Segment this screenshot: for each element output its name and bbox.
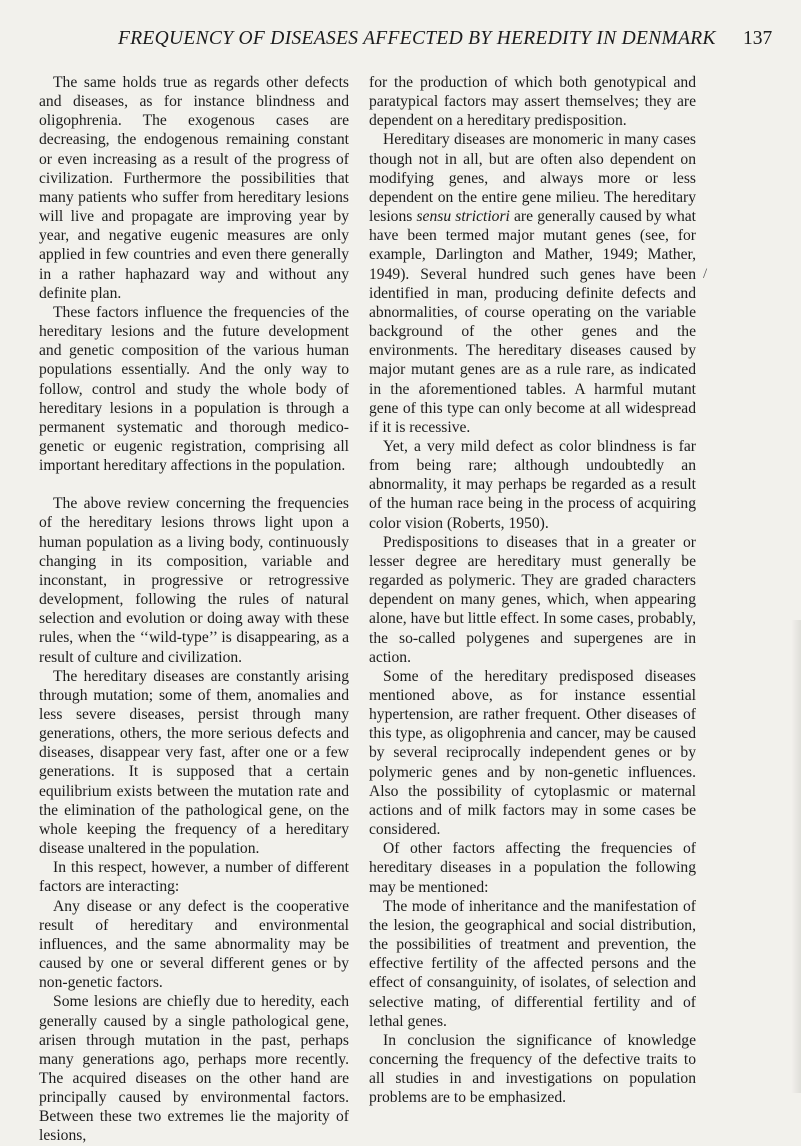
paragraph-text: Hereditary diseases are monomeric in many cases though not in all, but are often also dependent on modifying genes, and always more or less dependent on the entire gene milieu. The hereditary lesions <box>369 131 696 226</box>
paragraph: for the production of which both genotypical and paratypical factors may assert themselves; they are dependent on a hereditary predisposition. <box>369 74 696 130</box>
paragraph: The mode of inheritance and the manifestation of the lesion, the geographical and social distribution, the possibilities of treatment and prevention, the effective fertility of the affected persons and the effect of consanguinity, of isolates, of selection and selective mating, of differential fertility and of lethal genes. <box>369 897 696 1030</box>
left-column <box>39 73 349 1146</box>
paragraph: The hereditary diseases are constantly arising through mutation; some of them, anomalies and less severe diseases, persist through many generations, others, the more serious defects and diseases, disappear very fast, after one or a few generations. It is supposed that a certain equilibrium exists between the mutation rate and the elimination of the pathological gene, on the whole keeping the frequency of a hereditary disease unaltered in the population. <box>39 667 349 858</box>
paragraph: In this respect, however, a number of different factors are interacting: <box>39 859 349 896</box>
paragraph: Yet, a very mild defect as color blindness is far from being rare; although undoubtedly an abnormality, it may perhaps be regarded as a result of the human race being in the process of acquiring color vision (Roberts, 1950). <box>369 437 696 532</box>
paragraph <box>369 130 696 437</box>
paragraph: Of other factors affecting the frequencies of hereditary diseases in a population the following may be mentioned: <box>369 840 696 896</box>
scan-edge-shadow <box>791 620 801 1093</box>
italic-term: sensu strictiori <box>416 208 510 226</box>
paragraph: Some lesions are chiefly due to heredity, each generally caused by a single pathological gene, arisen through mutation in the past, perhaps many generations ago, perhaps more recently. The acquired diseases on the other hand are principally caused by environmental factors. Between these two extremes lie the majority of lesions, <box>39 993 349 1145</box>
paragraph: Predispositions to diseases that in a greater or lesser degree are hereditary must generally be regarded as polymeric. They are graded characters dependent on many genes, which, when appearing alone, have but little effect. In some cases, probably, the so-called polygenes and supergenes are in action. <box>369 533 696 666</box>
running-header <box>0 28 801 58</box>
paragraph: In conclusion the significance of knowledge concerning the frequency of the defective traits to all studies in and investigations on population problems are to be emphasized. <box>369 1031 696 1107</box>
running-title: FREQUENCY OF DISEASES AFFECTED BY HEREDITY IN DENMARK <box>118 28 716 49</box>
page-number: 137 <box>743 28 773 49</box>
margin-mark: / <box>703 266 708 282</box>
paragraph: Any disease or any defect is the cooperative result of hereditary and environmental influences, and the same abnormality may be caused by one or several different genes or by non-genetic factors. <box>39 897 349 992</box>
right-column <box>369 73 696 1107</box>
paragraph: The same holds true as regards other defects and diseases, as for instance blindness and oligophrenia. The exogenous cases are decreasing, the endogenous remaining constant or even increasing as a result of the progress of civilization. Furthermore the possibilities that many patients who suffer from hereditary lesions will live and propagate are improving year by year, and negative eugenic measures are only applied in few countries and even there generally in a rather haphazard way and without any definite plan. <box>39 74 349 302</box>
paragraph: Some of the hereditary predisposed diseases mentioned above, as for instance essential hypertension, are rather frequent. Other diseases of this type, as oligophrenia and cancer, may be caused by several reciprocally independent genes or by polymeric genes and by non-genetic influences. Also the possibility of cytoplasmic or maternal actions and of milk factors may in some cases be considered. <box>369 667 696 839</box>
paragraph-text: are generally caused by what have been termed major mutant genes (see, for example, Darlington and Mather, 1949; Mather, 1949). Several hundred such genes have been identified in man, producing definite defects and abnormalities, of course operating on the variable background of the other genes and the environments. The hereditary diseases caused by major mutant genes are as a rule rare, as indicated in the aforementioned tables. A harmful mutant gene of this type can only become at all widespread if it is recessive. <box>369 208 696 436</box>
paragraph: The above review concerning the frequencies of the hereditary lesions throws light upon a human population as a living body, continuously changing in its composition, variable and inconstant, in progressive or retrogressive development, following the rules of natural selection and evolution or doing away with these rules, when the ‘‘wild-type’’ is disappearing, as a result of culture and civilization. <box>39 495 349 666</box>
paragraph: These factors influence the frequencies of the hereditary lesions and the future development and genetic composition of the various human populations essentially. And the only way to follow, control and study the whole body of hereditary lesions in a population is through a permanent systematic and thorough medico-genetic or eugenic registration, comprising all important hereditary affections in the population. <box>39 303 349 475</box>
